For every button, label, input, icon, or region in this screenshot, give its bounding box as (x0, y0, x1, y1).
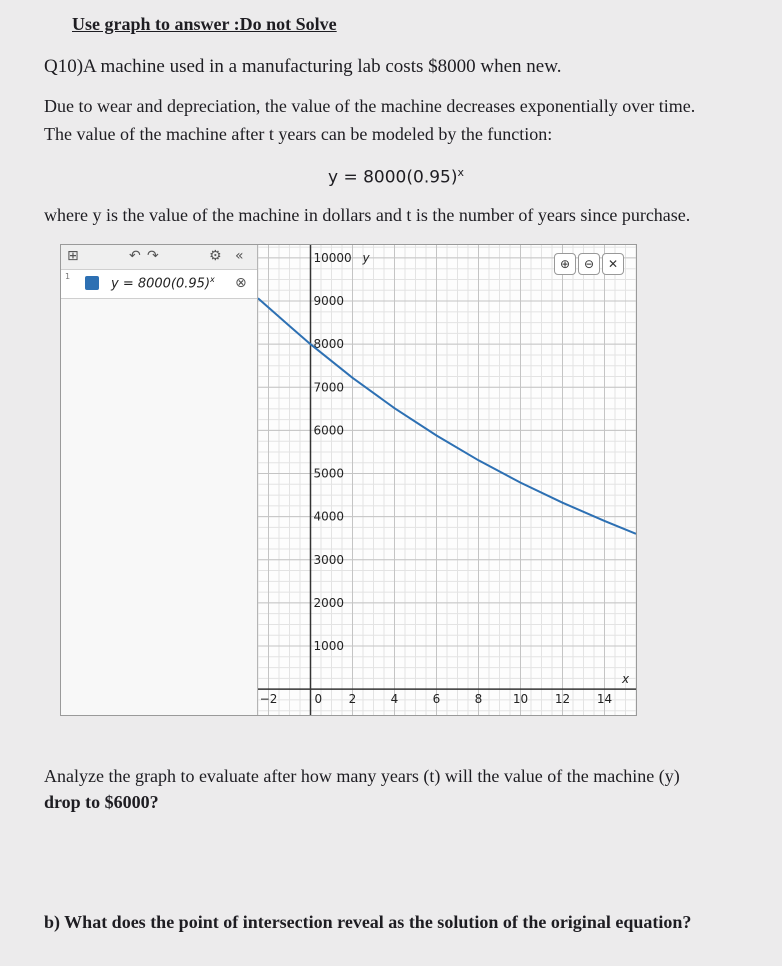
graphing-calculator (60, 244, 637, 716)
x-tick-label: 4 (390, 692, 399, 707)
add-icon[interactable]: ⊞ (67, 248, 79, 264)
collapse-icon[interactable]: « (235, 248, 244, 264)
curve-color-swatch[interactable] (85, 276, 99, 290)
question-b: b) What does the point of intersection reveal as the solution of the original equation? (44, 912, 692, 932)
y-tick-label: 1000 (313, 639, 345, 654)
expression-panel (61, 245, 258, 715)
y-tick-label: 8000 (313, 337, 345, 352)
y-tick-label: 7000 (313, 380, 345, 395)
question-description-line-1: Due to wear and depreciation, the value of the machine decreases exponentially over time. (44, 96, 696, 116)
undo-icon[interactable]: ↶ (129, 248, 141, 264)
zoom-in-icon[interactable]: ⊕ (554, 253, 576, 275)
x-tick-label: 12 (554, 692, 571, 707)
y-tick-label: 3000 (313, 552, 345, 567)
expression-toolbar (61, 245, 257, 270)
variable-definitions: where y is the value of the machine in dollars and t is the number of years since purchase. (44, 205, 691, 225)
expression-base: y = 8000(0.95) (111, 276, 211, 292)
y-tick-label: 9000 (313, 294, 345, 309)
formula-exponent: x (457, 166, 465, 179)
question-intro: Q10)A machine used in a manufacturing lab costs $8000 when new. (44, 56, 562, 77)
y-tick-label: 10000 (313, 250, 352, 265)
x-tick-label: 10 (512, 692, 529, 707)
question-a-line-1: Analyze the graph to evaluate after how many years (t) will the value of the machine (y) (44, 766, 680, 786)
x-axis-label: x (622, 672, 630, 687)
graph-area[interactable] (258, 245, 636, 715)
expression-index: 1 (65, 272, 71, 281)
expression-input[interactable] (111, 275, 215, 291)
formula-base: y = 8000(0.95) (328, 167, 458, 188)
expression-exponent: x (210, 275, 215, 284)
function-formula (328, 166, 464, 188)
worksheet-header: Use graph to answer :Do not Solve (72, 14, 337, 34)
x-tick-label: −2 (259, 692, 278, 707)
graph-canvas[interactable] (258, 245, 636, 715)
settings-icon[interactable]: ⚙ (209, 248, 222, 264)
expression-row[interactable] (61, 270, 257, 299)
x-tick-label: 0 (314, 692, 323, 707)
x-tick-label: 8 (474, 692, 483, 707)
close-icon[interactable]: ✕ (602, 253, 624, 275)
y-tick-label: 5000 (313, 466, 345, 481)
delete-icon[interactable]: ⊗ (235, 275, 247, 291)
question-description-line-2: The value of the machine after t years can be modeled by the function: (44, 124, 553, 144)
question-a-line-2: drop to $6000? (44, 792, 159, 812)
zoom-out-icon[interactable]: ⊖ (578, 253, 600, 275)
y-tick-label: 6000 (313, 423, 345, 438)
redo-icon[interactable]: ↷ (147, 248, 159, 264)
y-tick-label: 2000 (313, 595, 345, 610)
y-tick-label: 4000 (313, 509, 345, 524)
x-tick-label: 2 (348, 692, 357, 707)
x-tick-label: 14 (596, 692, 613, 707)
x-tick-label: 6 (432, 692, 441, 707)
y-axis-label: y (362, 250, 370, 265)
